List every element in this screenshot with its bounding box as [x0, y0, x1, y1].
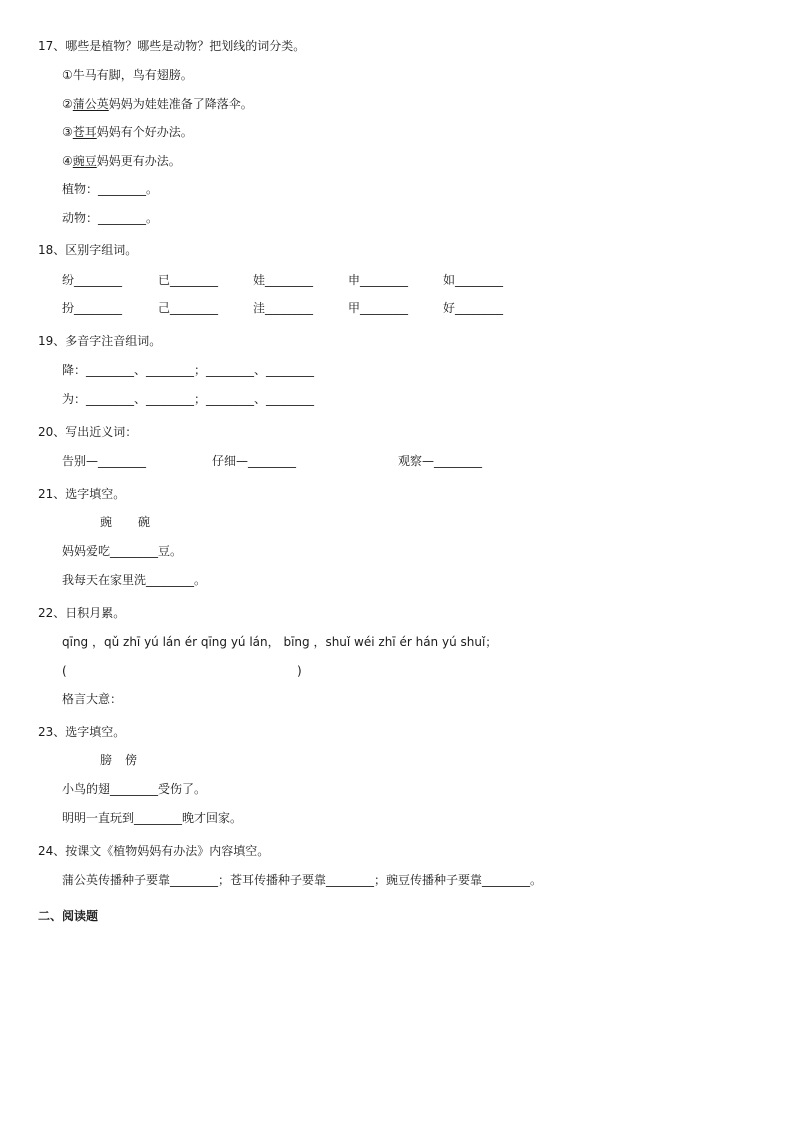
q18-row2-item-5: 好________: [443, 301, 504, 315]
q17-sentence-2: [62, 96, 253, 112]
q21-title: 21、选字填空。: [38, 487, 126, 501]
q23-sentence-2: 明明一直玩到________晚才回家。: [62, 811, 243, 825]
q19-line-2: 为：________、________；________、________: [62, 392, 315, 406]
q22-paren-open: (: [62, 664, 67, 678]
q17-title: 17、哪些是植物？哪些是动物？把划线的词分类。: [38, 39, 306, 53]
q21-sentence-2: 我每天在家里洗________。: [62, 573, 207, 587]
q18-row1-item-3: 娃________: [253, 273, 314, 287]
q22-paren-close: ): [297, 664, 302, 678]
q17-sentence-3: [62, 124, 193, 140]
q21-choice-2: 碗: [138, 515, 151, 529]
q19-line-1: 降：________、________；________、________: [62, 363, 315, 377]
q17-s2-rest: 妈妈为娃娃准备了降落伞。: [108, 97, 253, 111]
q18-row1-item-4: 申________: [348, 273, 409, 287]
q21-choice-1: 豌: [100, 515, 113, 529]
q18-row2-item-2: 己________: [158, 301, 219, 315]
q17-s2-underlined-word: 蒲公英: [72, 97, 109, 111]
q18-row1-item-2: 已________: [158, 273, 219, 287]
q19-title: 19、多音字注音组词。: [38, 334, 162, 348]
q17-s3-underlined-word: 苍耳: [72, 125, 97, 139]
q17-s2-number: ②: [62, 97, 73, 111]
q20-title: 20、写出近义词：: [38, 425, 138, 439]
q20-item-1: 告别—________: [62, 454, 147, 468]
q17-animal-blank: 动物：________。: [62, 211, 159, 225]
q18-row2-item-1: 扮________: [62, 301, 123, 315]
q23-title: 23、选字填空。: [38, 725, 126, 739]
q23-choice-2: 傍: [125, 753, 138, 767]
q24-title: 24、按课文《植物妈妈有办法》内容填空。: [38, 844, 270, 858]
q18-row2-item-3: 洼________: [253, 301, 314, 315]
q18-row2-item-4: 甲________: [348, 301, 409, 315]
q17-s4-number: ④: [62, 154, 73, 168]
q17-sentence-4: [62, 153, 181, 169]
q22-title: 22、日积月累。: [38, 606, 126, 620]
q17-s3-rest: 妈妈有个好办法。: [96, 125, 193, 139]
q18-row1-item-1: 纷________: [62, 273, 123, 287]
q18-title: 18、区别字组词。: [38, 243, 138, 257]
q22-pinyin: qīng ，qǔ zhī yú lán ér qīng yú lán， bīng ，shuǐ wéi zhī ér hán yú shuǐ；: [62, 635, 498, 649]
q23-choice-1: 膀: [100, 753, 113, 767]
q17-s3-number: ③: [62, 125, 73, 139]
q17-plant-blank: 植物：________。: [62, 182, 159, 196]
section-2-heading: 二、阅读题: [38, 909, 99, 923]
q18-row1-item-5: 如________: [443, 273, 504, 287]
q21-sentence-1: 妈妈爱吃________豆。: [62, 544, 183, 558]
q17-s4-underlined-word: 豌豆: [72, 154, 97, 168]
q20-item-3: 观察—________: [398, 454, 483, 468]
q23-sentence-1: 小鸟的翅________受伤了。: [62, 782, 207, 796]
q17-sentence-1: ①牛马有脚，鸟有翅膀。: [62, 68, 193, 82]
q22-meaning: 格言大意：: [62, 692, 123, 706]
q24-text: 蒲公英传播种子要靠________；苍耳传播种子要靠________；豌豆传播种子要靠________。: [62, 873, 543, 887]
q17-s4-rest: 妈妈更有办法。: [96, 154, 181, 168]
q20-item-2: 仔细—________: [212, 454, 297, 468]
